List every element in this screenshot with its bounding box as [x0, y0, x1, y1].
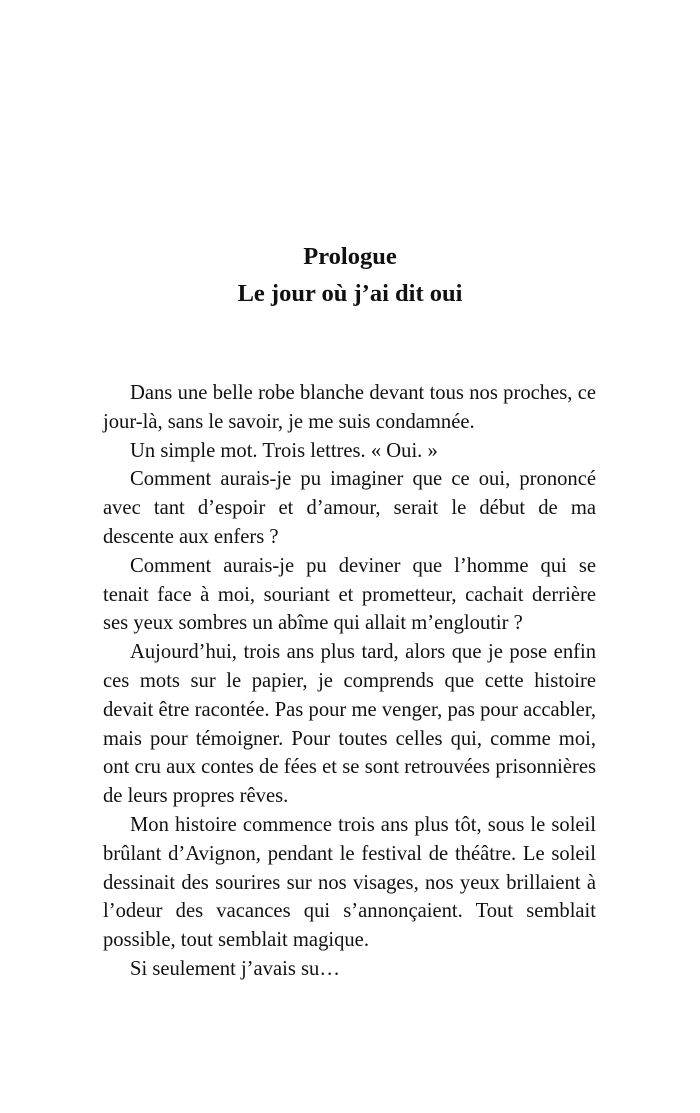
paragraph: Dans une belle robe blanche devant tous nos proches, ce jour-là, sans le savoir, je me suis condamnée. [103, 382, 596, 433]
chapter-heading [0, 238, 700, 312]
paragraph: Un simple mot. Trois lettres. « Oui. » [130, 439, 438, 462]
chapter-body [103, 379, 596, 984]
paragraph: Si seulement j’avais su… [130, 957, 340, 980]
chapter-title: Prologue [303, 243, 397, 270]
chapter-subtitle: Le jour où j’ai dit oui [237, 280, 463, 307]
paragraph: Comment aurais-je pu imaginer que ce oui, prononcé avec tant d’espoir et d’amour, serait le début de ma descente aux enfers ? [103, 468, 596, 548]
paragraph: Mon histoire commence trois ans plus tôt, sous le soleil brûlant d’Avignon, pendant le festival de théâtre. Le soleil dessinait des sourires sur nos visages, nos yeux brillaient à l’odeur des vacances qui s’annonçaient. Tout semblait possible, tout semblait magique. [103, 813, 596, 952]
paragraph: Comment aurais-je pu deviner que l’homme qui se tenait face à moi, souriant et prometteur, cachait derrière ses yeux sombres un abîme qui allait m’engloutir ? [103, 554, 596, 635]
paragraph: Aujourd’hui, trois ans plus tard, alors que je pose enfin ces mots sur le papier, je comprends que cette histoire devait être racontée. Pas pour me venger, pas pour accabler, mais pour témoigner. Pour toutes celles qui, comme moi, ont cru aux contes de fées et se sont retrouvées prisonnières de leurs propres rêves. [103, 641, 596, 808]
